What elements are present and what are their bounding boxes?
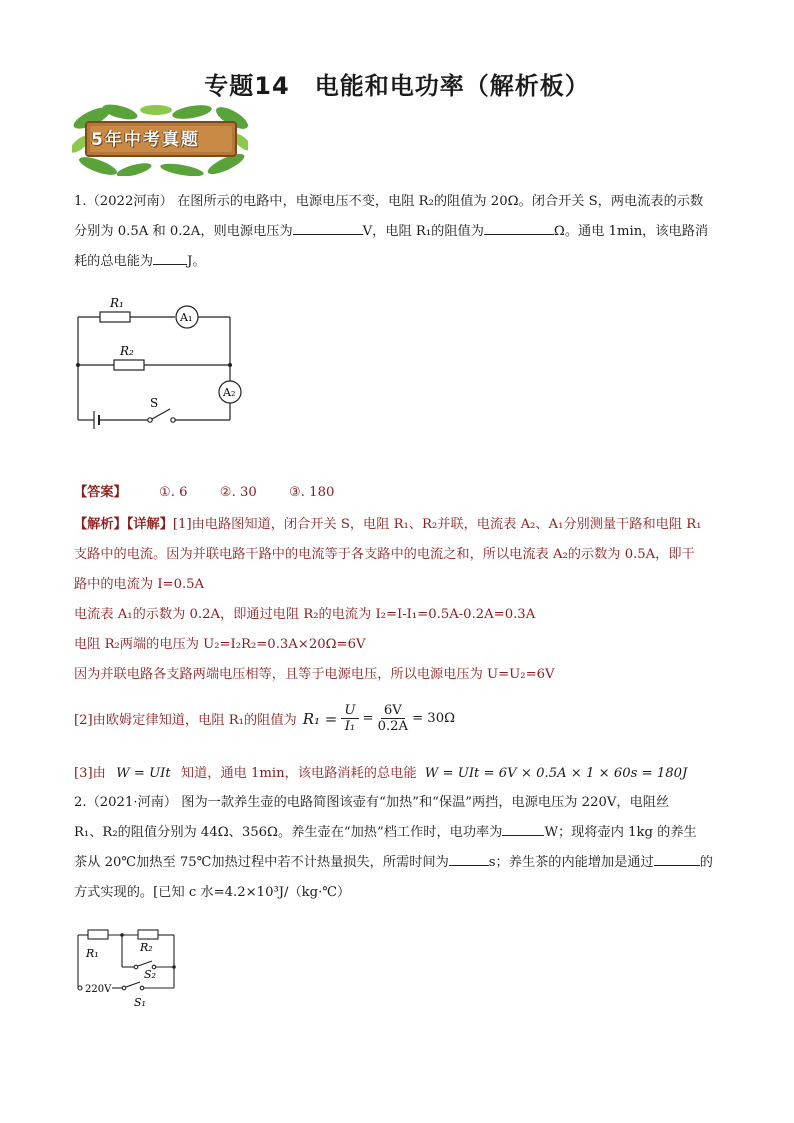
q1-line2: 分别为 0.5A 和 0.2A，则电源电压为 V，电阻 R₁的阻值为 Ω。通电 1min，该电路消 [74, 217, 726, 247]
q2-blank-3[interactable] [654, 851, 700, 866]
q2-line2: R₁、R₂的阻值分别为 44Ω、356Ω。养生壶在“加热”档工作时，电功率为 W；现将壶内 1kg 的养生 [74, 818, 726, 848]
q2-line3: 茶从 20℃加热至 75℃加热过程中若不计热量损失，所需时间为 s；养生茶的内能增加是通过 的 [74, 848, 726, 878]
exp-p1c: 路中的电流为 I=0.5A [74, 577, 205, 592]
answer-line [74, 482, 334, 504]
exp-p1b: 支路中的电流。因为并联电路干路中的电流等于各支路中的电流之和，所以电流表 A₂的示数为 0.5A，即干 [74, 547, 695, 562]
exp-p3: 电阻 R₂两端的电压为 U₂=I₂R₂=0.3A×20Ω=6V [74, 637, 366, 652]
exp-p1a: 【解析】【详解】[1]由电路图知道，闭合开关 S，电阻 R₁、R₂并联，电流表 A₂、A₁分别测量干路和电阻 R₁ [74, 517, 702, 532]
exp-p4: 因为并联电路各支路两端电压相等，且等于电源电压，所以电源电压为 U=U₂=6V [74, 667, 555, 682]
label-220v: 220V [85, 984, 112, 995]
exp-p5: [2]由欧姆定律知道，电阻 R₁的阻值为 R₁ = $\frac{U}{\text{I₁}}$ = $\frac{6V}{0.2A}$ = 30Ω [74, 703, 456, 734]
question-1 [74, 187, 726, 277]
label-s2: S₂ [144, 968, 156, 981]
label-r2: R₂ [140, 941, 153, 954]
question-2 [74, 788, 726, 908]
exp-p6: [3]由 W = UIt 知道，通电 1min，该电路消耗的总电能 W = UIt = 6V × 0.5A × 1 × 60s = 180J [74, 766, 688, 781]
q1-blank-1[interactable] [293, 220, 363, 235]
label-s: S [150, 396, 159, 410]
page-title: 专题14 电能和电功率（解析板） [204, 72, 590, 100]
label-r1: R₁ [86, 947, 99, 960]
q2-line1: 2.（2021·河南） 图为一款养生壶的电路简图该壶有“加热”和“保温”两挡，电源电压为 220V，电阻丝 [74, 795, 670, 810]
answer-tag: 【答案】 [74, 485, 127, 500]
explanation [74, 510, 724, 690]
q2-blank-1[interactable] [502, 821, 544, 836]
resistor-r1-icon [100, 312, 130, 322]
label-r2: R₂ [120, 344, 134, 358]
q1-line3: 耗的总电能为 J。 [74, 247, 726, 277]
switch-s-icon [152, 409, 170, 419]
answer-item-2: ②. 30 [219, 485, 257, 500]
resistor-r2-icon [114, 360, 144, 370]
label-a1: A₁ [180, 311, 193, 324]
label-s1: S₁ [134, 996, 146, 1009]
q2-line4: 方式实现的。[已知 c 水=4.2×10³J/（kg·℃） [74, 885, 351, 900]
q1-blank-3[interactable] [153, 250, 187, 265]
section-banner-label: 5年中考真题 [91, 130, 200, 150]
answer-item-3: ③. 180 [288, 485, 335, 500]
switch-s2-icon [138, 961, 152, 966]
circuit-diagram-2 [72, 925, 192, 1010]
q1-line1: 1.（2022河南） 在图所示的电路中，电源电压不变，电阻 R₂的阻值为 20Ω。闭合开关 S，两电流表的示数 [74, 194, 704, 209]
label-r1: R₁ [110, 296, 124, 310]
resistor-r1-icon [88, 930, 108, 939]
q1-blank-2[interactable] [484, 220, 554, 235]
circuit-diagram-1 [70, 285, 250, 435]
resistor-r2-icon [138, 930, 158, 939]
q2-blank-2[interactable] [449, 851, 489, 866]
switch-s1-icon [126, 982, 140, 987]
exp-p2: 电流表 A₁的示数为 0.2A，即通过电阻 R₂的电流为 I₂=I-I₁=0.5A-0.2A=0.3A [74, 607, 536, 622]
label-a2: A₂ [223, 386, 236, 399]
answer-item-1: ①. 6 [158, 485, 188, 500]
